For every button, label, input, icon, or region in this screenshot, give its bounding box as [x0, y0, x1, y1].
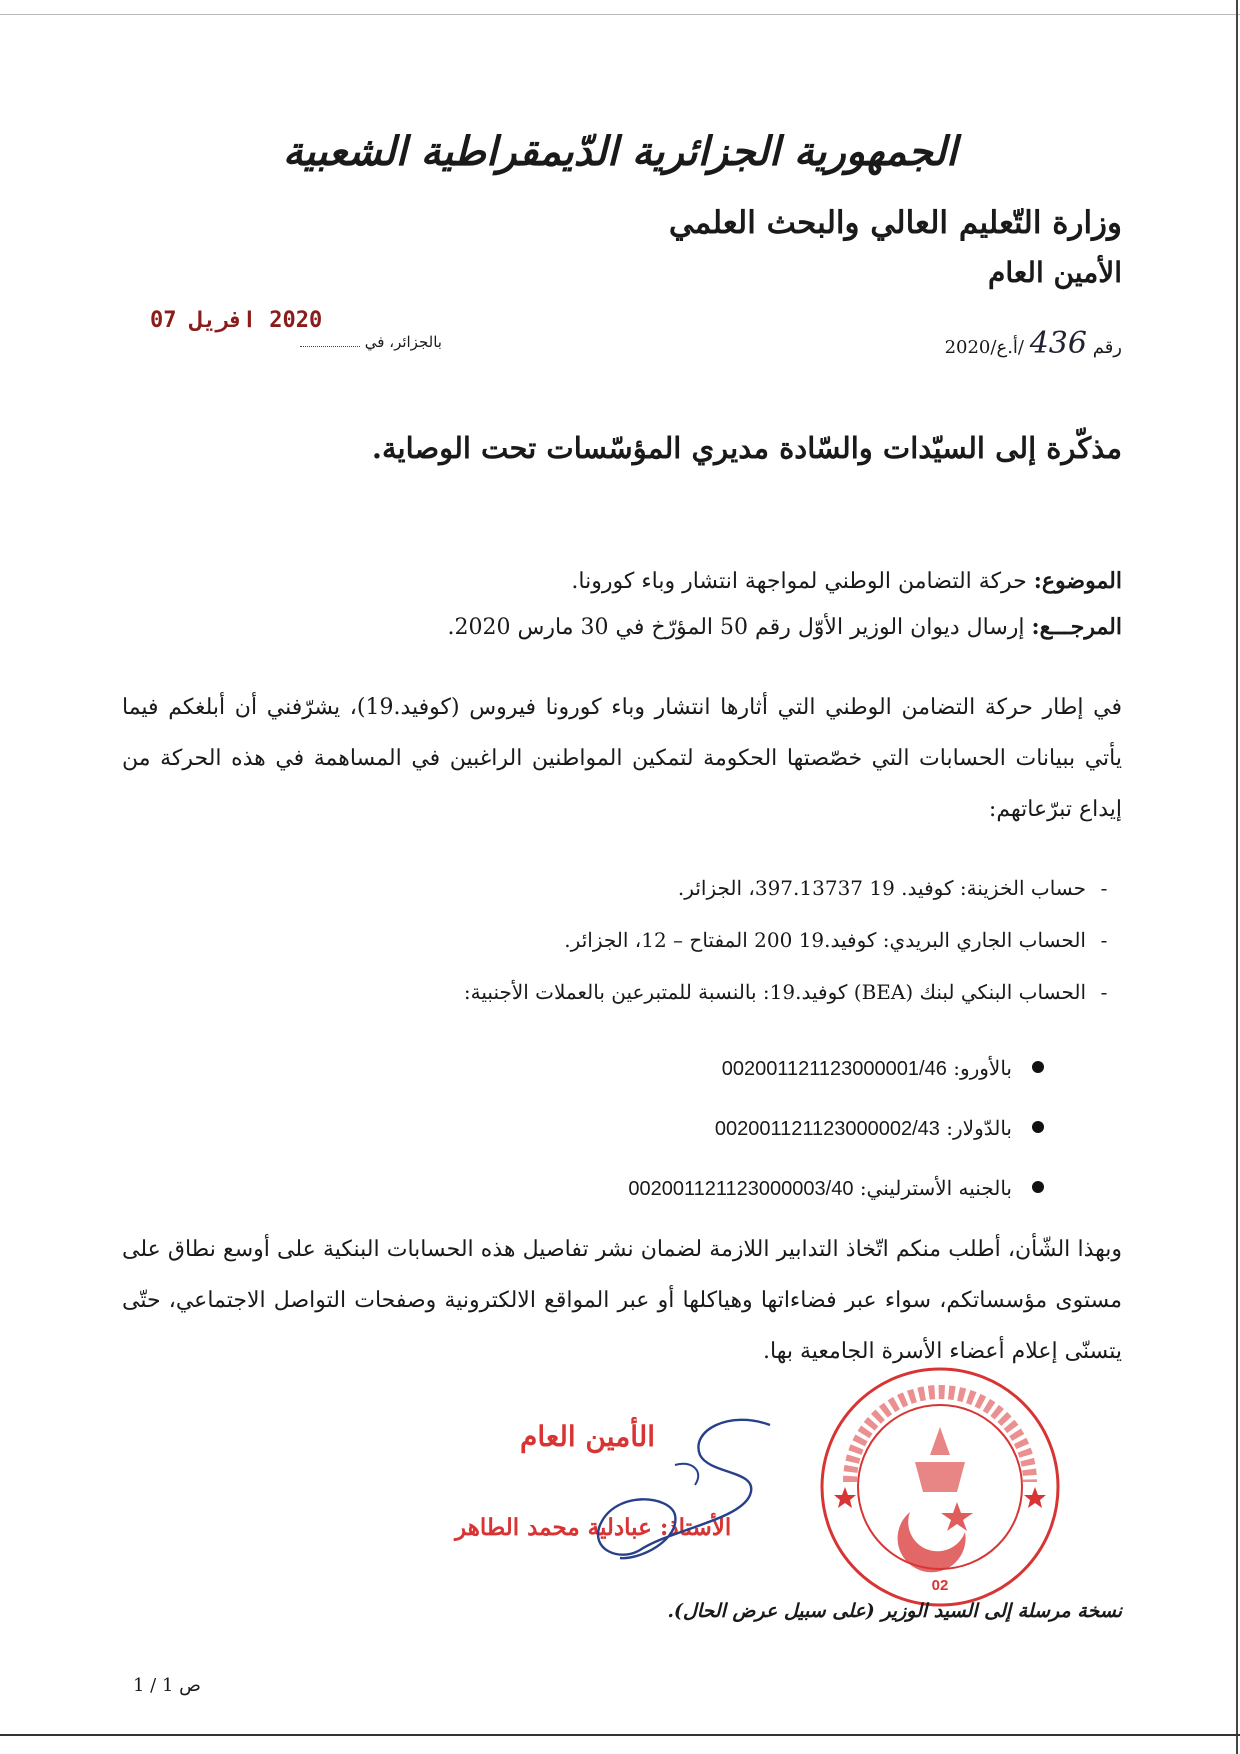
ministry-name: وزارة التّعليم العالي والبحث العلمي — [668, 205, 1122, 241]
subject-label: الموضوع: — [1033, 568, 1122, 594]
bullet-icon — [1032, 1181, 1044, 1193]
account-text: حساب الخزينة: كوفيد. 19 397.13737، الجزائر. — [677, 876, 1086, 900]
currency-item — [142, 1098, 1122, 1158]
subject-line — [571, 568, 1122, 594]
currency-item — [142, 1158, 1122, 1218]
date-stamp: 2020 افريل 07 — [150, 308, 323, 333]
reference-line — [448, 614, 1122, 640]
place-label: بالجزائر، في — [364, 333, 442, 351]
account-text: الحساب الجاري البريدي: كوفيد.19 200 المفتاح – 12، الجزائر. — [564, 928, 1086, 952]
account-item — [142, 914, 1122, 966]
secretary-general-heading: الأمين العام — [988, 256, 1122, 289]
bullet-icon — [1032, 1121, 1044, 1133]
ref-suffix: /أ.ع/2020 — [944, 337, 1024, 358]
place-line — [300, 333, 442, 351]
copy-note: نسخة مرسلة إلى السيد الوزير (على سبيل عرض الحال). — [667, 1600, 1122, 1622]
signature-title: الأمين العام — [520, 1420, 656, 1453]
reference-number — [945, 326, 1122, 361]
account-text: الحساب البنكي لبنك (BEA) كوفيد.19: بالنسبة للمتبرعين بالعملات الأجنبية: — [463, 980, 1086, 1004]
account-item — [142, 966, 1122, 1018]
account-number: 002001121123000002/43 — [714, 1118, 940, 1140]
currency-item — [142, 1038, 1122, 1098]
right-border — [1236, 0, 1238, 1754]
currency-label: بالجنيه الأسترليني: — [859, 1176, 1012, 1200]
subject-text: حركة التضامن الوطني لمواجهة انتشار وباء كورونا. — [571, 569, 1027, 594]
star-icon — [941, 1502, 973, 1531]
signature-stroke — [598, 1420, 770, 1558]
seal-emblem — [915, 1427, 965, 1492]
star-icon — [834, 1487, 856, 1508]
seal-number: 02 — [931, 1577, 949, 1594]
bullet-icon — [1032, 1061, 1044, 1073]
reference-text: إرسال ديوان الوزير الأوّل رقم 50 المؤرّخ في 30 مارس 2020. — [447, 615, 1025, 640]
closing-paragraph: وبهذا الشّأن، أطلب منكم اتّخاذ التدابير اللازمة لضمان نشر تفاصيل هذه الحسابات البنكية على أوسع نطاق على مستوى مؤسساتكم، سواء عبر فضاءاتها وهياكلها أو عبر المواقع الالكترونية وصفحات التواصل الاجتماعي، حتّى يتسنّى إعلام أعضاء الأسرة الجامعية بها. — [122, 1237, 1122, 1364]
account-number: 002001121123000001/46 — [721, 1058, 947, 1080]
reference-label: المرجـــع: — [1031, 614, 1122, 640]
currency-label: بالأورو: — [953, 1056, 1012, 1080]
place-dots — [300, 346, 360, 347]
signature-stroke — [675, 1464, 698, 1485]
memo-title: مذكّرة إلى السيّدات والسّادة مديري المؤسّسات تحت الوصاية. — [371, 431, 1122, 465]
accounts-list — [142, 862, 1122, 1018]
republic-heading: الجمهورية الجزائرية الدّيمقراطية الشعبية — [282, 128, 958, 175]
star-icon — [1024, 1487, 1046, 1508]
handwritten-signature — [580, 1400, 810, 1570]
signature-name: الأستاذ: عبادلية محمد الطاهر — [455, 1514, 732, 1541]
account-number: 002001121123000003/40 — [628, 1178, 854, 1200]
ref-prefix: رقم — [1092, 337, 1122, 358]
currency-label: بالدّولار: — [946, 1116, 1012, 1140]
official-seal — [815, 1362, 1065, 1612]
account-item — [142, 862, 1122, 914]
currency-list — [142, 1038, 1122, 1218]
page-number: ص 1 / 1 — [133, 1675, 201, 1696]
top-border — [0, 14, 1240, 15]
bottom-border — [0, 1734, 1240, 1736]
intro-paragraph: في إطار حركة التضامن الوطني التي أثارها انتشار وباء كورونا فيروس (كوفيد.19)، يشرّفني أن أبلغكم فيما يأتي ببيانات الحسابات التي خصّصتها الحكومة لتمكين المواطنين الراغبين في المساهمة في هذه الحركة من إيداع تبرّعاتهم: — [122, 695, 1122, 822]
ref-number: 436 — [1029, 326, 1087, 361]
